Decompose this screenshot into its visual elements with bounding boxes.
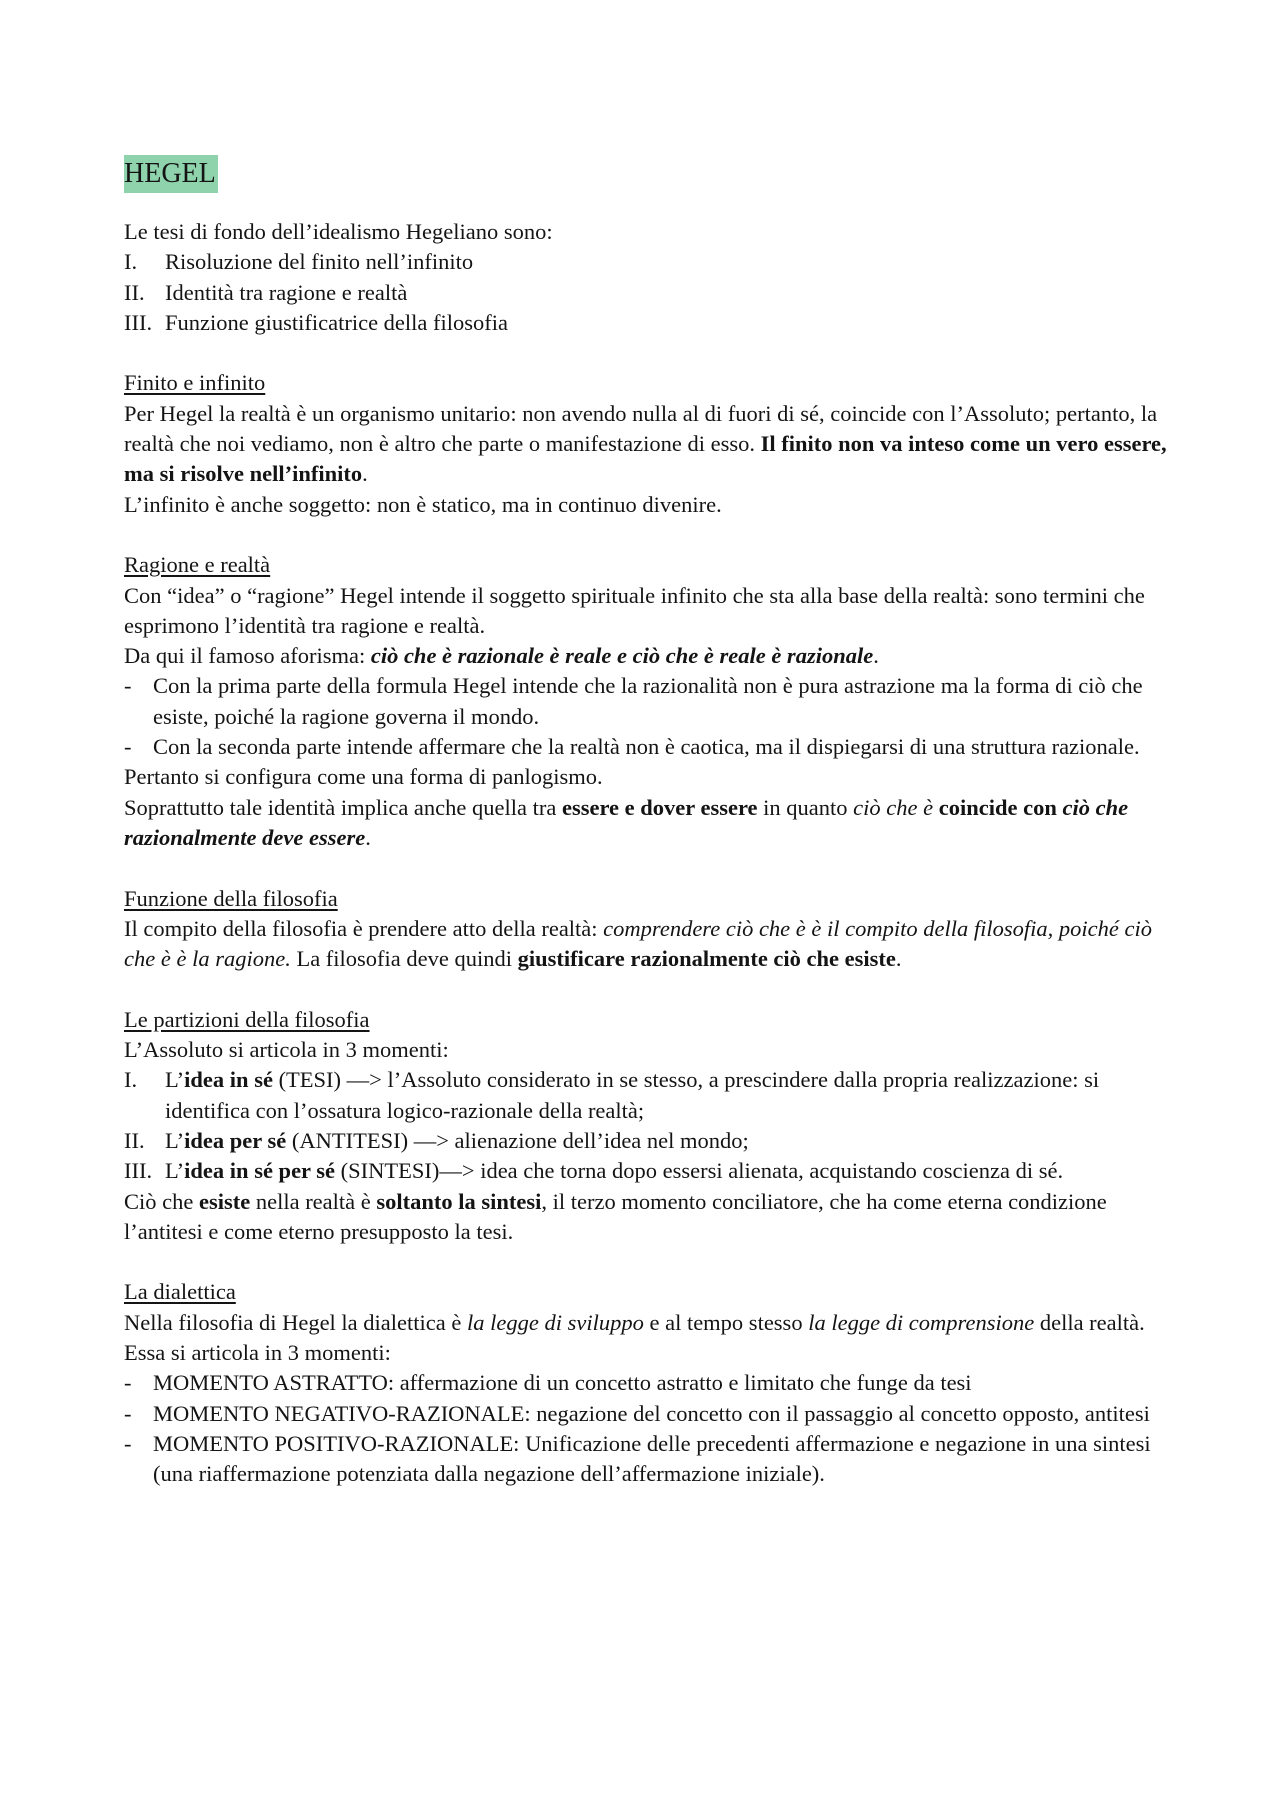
- spacer: [124, 853, 1169, 883]
- list-item: [124, 1156, 1169, 1186]
- text-run: (ANTITESI) —> alienazione dell’idea nel mondo;: [286, 1127, 749, 1153]
- bullet-item: [124, 671, 1169, 732]
- text-run: Soprattutto tale identità implica anche quella tra: [124, 794, 562, 820]
- bullet-text: MOMENTO POSITIVO-RAZIONALE: Unificazione delle precedenti affermazione e negazione in una sintesi (una riaffermazione potenziata dalla negazione dell’affermazione iniziale).: [153, 1430, 1151, 1487]
- bullet-text: MOMENTO NEGATIVO-RAZIONALE: negazione del concetto con il passaggio al concetto opposto, antitesi: [153, 1400, 1150, 1426]
- list-text: Funzione giustificatrice della filosofia: [165, 309, 509, 335]
- document-body: [124, 155, 1169, 1489]
- list-item: [124, 247, 1169, 277]
- spacer: [124, 974, 1169, 1004]
- spacer: [124, 520, 1169, 550]
- text-run: La filosofia deve quindi: [290, 946, 518, 972]
- spacer: [124, 1247, 1169, 1277]
- text-run: e al tempo stesso: [643, 1309, 809, 1335]
- text-run: , il terzo momento conciliatore, che ha come eterna condizione l’antitesi e come eterno presupposto la tesi.: [124, 1188, 1107, 1244]
- list-number: III.: [124, 309, 153, 335]
- list-number: II.: [124, 1127, 145, 1153]
- text-run: in quanto: [757, 794, 854, 820]
- section-heading-finito: Finito e infinito: [124, 370, 266, 396]
- text-run: (TESI) —> l’Assoluto considerato in se stesso, a prescindere dalla propria realizzazione: si identifica con l’ossatura logico-razionale della realtà;: [165, 1067, 1100, 1123]
- text-run: .: [895, 946, 902, 972]
- bold-text: idea per sé: [184, 1127, 287, 1153]
- intro-text: Le tesi di fondo dell’idealismo Hegeliano sono:: [124, 219, 553, 244]
- bold-text: idea in sé per sé: [184, 1158, 336, 1184]
- section-heading-ragione: Ragione e realtà: [124, 552, 271, 578]
- text-run: .: [362, 461, 368, 487]
- partizioni-paragraph-2: [124, 1187, 1169, 1248]
- text-run: nella realtà è: [250, 1188, 377, 1214]
- bold-text: esiste: [198, 1188, 251, 1214]
- text-run: L’: [165, 1127, 185, 1153]
- finito-paragraph-1: [124, 399, 1169, 490]
- italic-text: la legge di comprensione: [808, 1309, 1035, 1335]
- text-run: Il compito della filosofia è prendere atto della realtà:: [124, 915, 604, 941]
- section-heading-partizioni: Le partizioni della filosofia: [124, 1006, 370, 1032]
- list-number: I.: [124, 1067, 138, 1093]
- list-text: [165, 1126, 1169, 1156]
- bullet-mark: -: [124, 734, 132, 760]
- list-text: Identità tra ragione e realtà: [165, 279, 408, 305]
- ragione-paragraph-1: Con “idea” o “ragione” Hegel intende il soggetto spirituale infinito che sta alla base della realtà: sono termini che esprimono l’identità tra ragione e realtà.: [124, 582, 1145, 638]
- section-heading-funzione: Funzione della filosofia: [124, 885, 338, 911]
- bold-text: Il finito non va inteso come un vero essere, ma si risolve nell’infinito: [124, 431, 1167, 487]
- spacer: [124, 338, 1169, 368]
- bold-text: giustificare razionalmente ciò che esiste: [517, 946, 896, 972]
- bullet-text: Con la prima parte della formula Hegel intende che la razionalità non è pura astrazione ma la forma di ciò che esiste, poiché la ragione governa il mondo.: [153, 673, 1143, 729]
- text-run: L’: [165, 1158, 185, 1184]
- dialettica-paragraph-2: Essa si articola in 3 momenti:: [124, 1339, 391, 1365]
- list-number: III.: [124, 1158, 153, 1184]
- page-title: HEGEL: [124, 155, 218, 193]
- text-run: .: [365, 824, 371, 850]
- list-number: I.: [124, 249, 138, 275]
- dialettica-paragraph-1: [124, 1308, 1169, 1338]
- section-heading-dialettica: La dialettica: [124, 1279, 236, 1305]
- bold-text: essere e dover essere: [561, 794, 758, 820]
- list-item: [124, 1126, 1169, 1156]
- list-item: [124, 1065, 1169, 1126]
- ragione-paragraph-2: [124, 641, 1169, 671]
- bullet-text: MOMENTO ASTRATTO: affermazione di un concetto astratto e limitato che funge da tesi: [153, 1370, 972, 1396]
- bold-italic-text: ciò che razionalmente deve essere: [124, 794, 1129, 850]
- list-text: Risoluzione del finito nell’infinito: [165, 249, 474, 275]
- list-text: [165, 1065, 1169, 1126]
- bullet-mark: -: [124, 673, 132, 699]
- bullet-item: [124, 1429, 1169, 1490]
- text-run: Ciò che: [124, 1188, 199, 1214]
- list-number: II.: [124, 279, 145, 305]
- title-block: [124, 155, 1169, 193]
- italic-text: ciò che è: [853, 794, 934, 820]
- text-run: Per Hegel la realtà è un organismo unitario: non avendo nulla al di fuori di sé, coincide con l’Assoluto; pertanto, la realtà che noi vediamo, non è altro che parte o manifestazione di esso.: [124, 400, 1158, 457]
- text-run: Da qui il famoso aforisma:: [124, 643, 371, 669]
- bullet-mark: -: [124, 1370, 132, 1396]
- text-run: .: [873, 643, 879, 669]
- italic-text: comprendere ciò che è è il compito della filosofia, poiché ciò che è è la ragione.: [124, 915, 1152, 972]
- bold-text: coincide con: [933, 794, 1063, 820]
- text-run: L’: [165, 1067, 185, 1093]
- bold-text: idea in sé: [184, 1067, 273, 1093]
- ragione-paragraph-3: Pertanto si configura come una forma di panlogismo.: [124, 764, 603, 790]
- bullet-mark: -: [124, 1400, 132, 1426]
- bold-text: soltanto la sintesi: [376, 1188, 542, 1214]
- text-run: Nella filosofia di Hegel la dialettica è: [124, 1309, 467, 1335]
- bullet-item: [124, 732, 1169, 762]
- list-item: [124, 308, 1169, 338]
- bullet-text: Con la seconda parte intende affermare che la realtà non è caotica, ma il dispiegarsi di una struttura razionale.: [153, 734, 1140, 760]
- aphorism-text: ciò che è razionale è reale e ciò che è reale è razionale: [370, 643, 874, 669]
- text-run: della realtà.: [1034, 1309, 1145, 1335]
- italic-text: la legge di sviluppo: [466, 1309, 644, 1335]
- ragione-paragraph-4: [124, 793, 1169, 854]
- finito-paragraph-2: L’infinito è anche soggetto: non è statico, ma in continuo divenire.: [124, 491, 722, 517]
- bullet-mark: -: [124, 1430, 132, 1456]
- partizioni-paragraph-1: L’Assoluto si articola in 3 momenti:: [124, 1037, 449, 1063]
- text-run: (SINTESI)—> idea che torna dopo essersi alienata, acquistando coscienza di sé.: [335, 1158, 1064, 1184]
- bullet-item: [124, 1368, 1169, 1398]
- funzione-paragraph-1: [124, 914, 1169, 975]
- list-text: [165, 1156, 1169, 1186]
- bullet-item: [124, 1399, 1169, 1429]
- list-item: [124, 278, 1169, 308]
